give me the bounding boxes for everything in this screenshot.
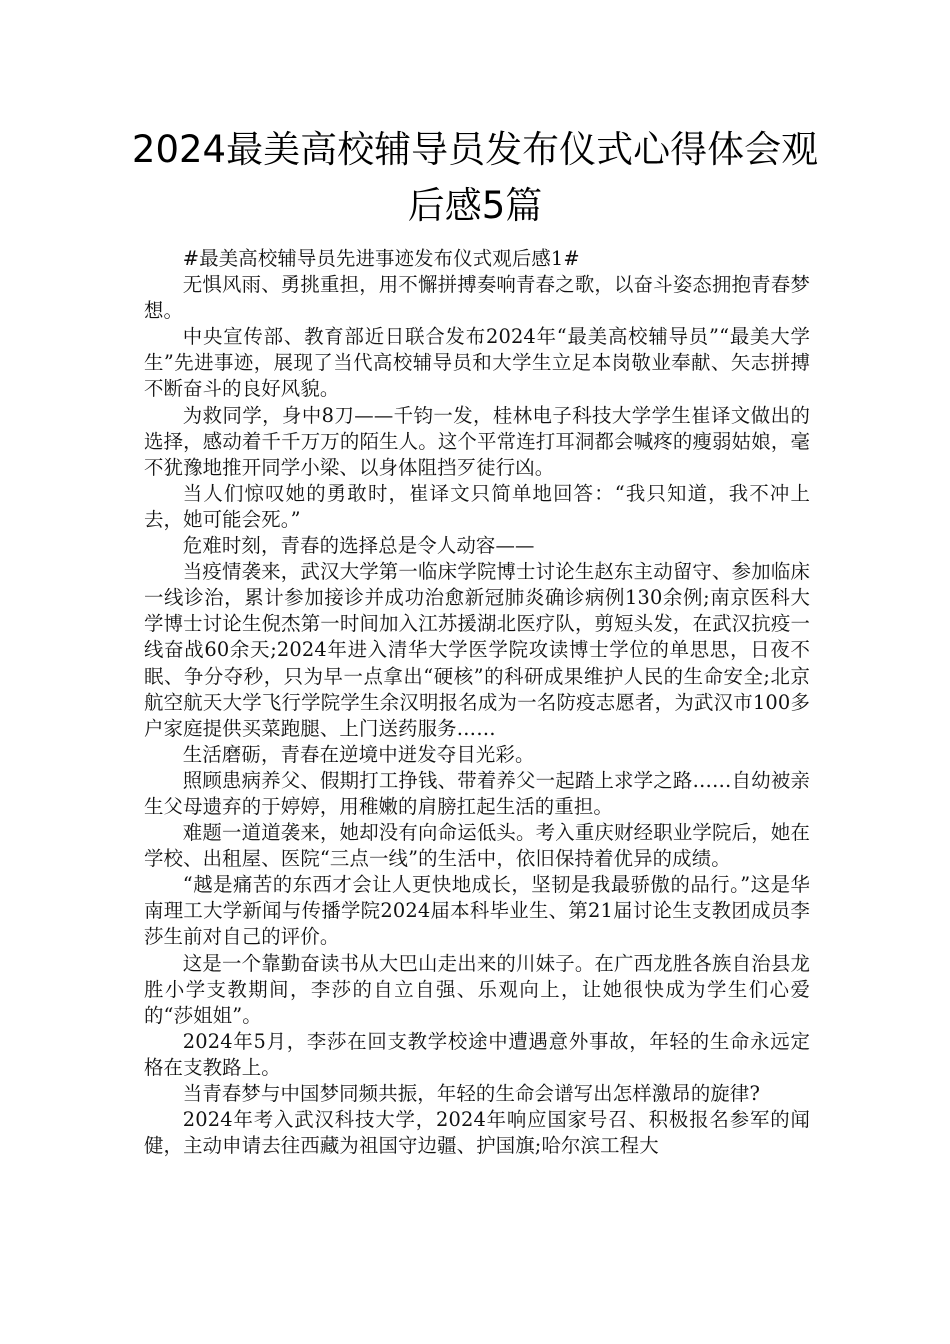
section-heading: #最美高校辅导员先进事迹发布仪式观后感1# xyxy=(182,247,580,270)
document-title: 2024最美高校辅导员发布仪式心得体会观后感5篇 xyxy=(131,128,819,227)
paragraph: 2024年考入武汉科技大学，2024年响应国家号召、积极报名参军的闻健，主动申请去往西藏为祖国守边疆、护国旗;哈尔滨工程大 xyxy=(144,1108,810,1158)
paragraph: 2024年5月，李莎在回支教学校途中遭遇意外事故，年轻的生命永远定格在支教路上。 xyxy=(144,1029,810,1079)
paragraph: 当青春梦与中国梦同频共振，年轻的生命会谱写出怎样激昂的旋律? xyxy=(182,1082,761,1105)
paragraph: “越是痛苦的东西才会让人更快地成长，坚韧是我最骄傲的品行。”这是华南理工大学新闻与传播学院2024届本科毕业生、第21届讨论生支教团成员李莎生前对自己的评价。 xyxy=(144,873,810,949)
paragraph: 为救同学，身中8刀——千钧一发，桂林电子科技大学学生崔译文做出的选择，感动着千千万万的陌生人。这个平常连打耳洞都会喊疼的瘦弱姑娘，毫不犹豫地推开同学小梁、以身体阻挡歹徒行凶。 xyxy=(144,403,810,479)
paragraph: 危难时刻，青春的选择总是令人动容—— xyxy=(182,534,535,558)
paragraph: 生活磨砺，青春在逆境中迸发夺目光彩。 xyxy=(182,742,535,766)
paragraph: 当疫情袭来，武汉大学第一临床学院博士讨论生赵东主动留守、参加临床一线诊治，累计参加接诊并成功治愈新冠肺炎确诊病例130余例;南京医科大学博士讨论生倪杰第一时间加入江苏援湖北医疗队，剪短头发，在武汉抗疫一线奋战60余天;2024年进入清华大学医学院攻读博士学位的单思思，日夜不眠、争分夺秒，只为早一点拿出“硬核”的科研成果维护人民的生命安全;北京航空航天大学飞行学院学生余汉明报名成为一名防疫志愿者，为武汉市100多户家庭提供买菜跑腿、上门送药服务…… xyxy=(144,560,810,740)
document-body xyxy=(144,246,810,1159)
paragraph: 照顾患病养父、假期打工挣钱、带着养父一起踏上求学之路……自幼被亲生父母遗弃的于婷婷，用稚嫩的肩膀扛起生活的重担。 xyxy=(144,768,810,818)
paragraph: 难题一道道袭来，她却没有向命运低头。考入重庆财经职业学院后，她在学校、出租屋、医院“三点一线”的生活中，依旧保持着优异的成绩。 xyxy=(144,821,810,871)
paragraph: 这是一个靠勤奋读书从大巴山走出来的川妹子。在广西龙胜各族自治县龙胜小学支教期间，李莎的自立自强、乐观向上，让她很快成为学生们心爱的“莎姐姐”。 xyxy=(144,951,810,1027)
paragraph: 当人们惊叹她的勇敢时，崔译文只简单地回答：“我只知道，我不冲上去，她可能会死。” xyxy=(144,481,810,531)
paragraph: 中央宣传部、教育部近日联合发布2024年“最美高校辅导员”“最美大学生”先进事迹，展现了当代高校辅导员和大学生立足本岗敬业奉献、矢志拼搏不断奋斗的良好风貌。 xyxy=(144,325,810,401)
paragraph: 无惧风雨、勇挑重担，用不懈拼搏奏响青春之歌，以奋斗姿态拥抱青春梦想。 xyxy=(144,273,810,323)
